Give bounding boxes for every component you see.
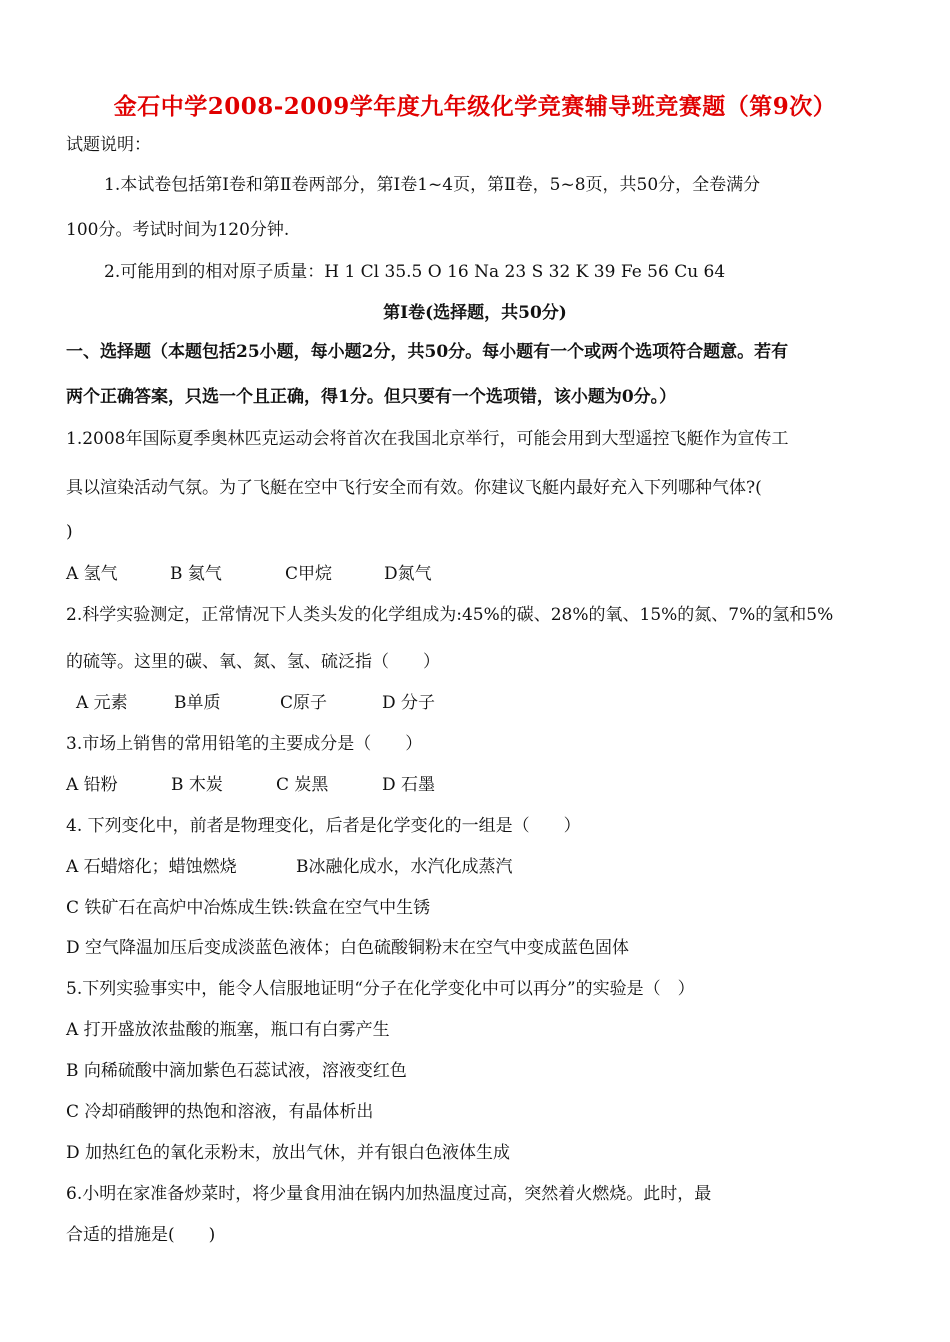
question-6-line-2: 合适的措施是( ) — [66, 1225, 216, 1245]
question-1-option-d: D氮气 — [384, 564, 432, 584]
question-2-option-c: C原子 — [280, 693, 328, 713]
question-3-option-d: D 石墨 — [382, 775, 436, 795]
instruction-item-2: 2.可能用到的相对原子质量：H 1 Cl 35.5 O 16 Na 23 S 32 K 39 Fe 56 Cu 64 — [104, 262, 726, 282]
question-1-option-a: A 氢气 — [66, 564, 118, 584]
question-1-line-1: 1.2008年国际夏季奥林匹克运动会将首次在我国北京举行，可能会用到大型遥控飞艇作为宣传工 — [66, 429, 789, 449]
question-3-option-b: B 木炭 — [171, 775, 223, 795]
question-1-line-3: ) — [66, 522, 73, 542]
question-4-option-d: D 空气降温加压后变成淡蓝色液体；白色硫酸铜粉末在空气中变成蓝色固体 — [66, 938, 630, 958]
question-5-line-1: 5.下列实验事实中，能令人信服地证明“分子在化学变化中可以再分”的实验是（ ） — [66, 979, 695, 999]
question-5-option-b: B 向稀硫酸中滴加紫色石蕊试液，溶液变红色 — [66, 1061, 407, 1081]
question-2-line-2: 的硫等。这里的碳、氧、氮、氢、硫泛指（ ） — [66, 652, 440, 672]
question-4-options-row-1 — [66, 856, 513, 878]
question-1-line-2: 具以渲染活动气氛。为了飞艇在空中飞行安全而有效。你建议飞艇内最好充入下列哪种气体?( — [66, 478, 762, 498]
question-5-option-c: C 冷却硝酸钾的热饱和溶液，有晶体析出 — [66, 1102, 374, 1122]
question-4-option-b: B冰融化成水，水汽化成蒸汽 — [296, 857, 513, 877]
instructions-header: 试题说明： — [66, 135, 151, 155]
section-instructions-line-2: 两个正确答案，只选一个且正确，得1分。但只要有一个选项错，该小题为0分。） — [66, 387, 677, 407]
question-5-option-d: D 加热红色的氧化汞粉末，放出气休，并有银白色液体生成 — [66, 1143, 511, 1163]
question-2-option-b: B单质 — [174, 693, 221, 713]
question-3-option-c: C 炭黑 — [276, 775, 329, 795]
instruction-item-1-line-2: 100分。考试时间为120分钟. — [66, 220, 290, 240]
question-3-options — [66, 774, 435, 796]
instruction-item-1-line-1: 1.本试卷包括第Ⅰ卷和第Ⅱ卷两部分，第Ⅰ卷1~4页，第Ⅱ卷，5~8页，共50分，全卷满分 — [104, 175, 761, 195]
question-4-option-a: A 石蜡熔化；蜡蚀燃烧 — [66, 857, 237, 877]
question-5-option-a: A 打开盛放浓盐酸的瓶塞，瓶口有白雾产生 — [66, 1020, 390, 1040]
question-3-line-1: 3.市场上销售的常用铅笔的主要成分是（ ） — [66, 734, 423, 754]
question-1-options — [66, 563, 432, 585]
question-6-line-1: 6.小明在家准备炒菜时，将少量食用油在锅内加热温度过高，突然着火燃烧。此时，最 — [66, 1184, 712, 1204]
page-title: 金石中学2008-2009学年度九年级化学竞赛辅导班竞赛题（第9次） — [113, 93, 837, 120]
question-1-option-c: C甲烷 — [285, 564, 333, 584]
question-2-options — [76, 692, 435, 714]
question-2-option-a: A 元素 — [76, 693, 128, 713]
section-title: 第Ⅰ卷(选择题，共50分) — [383, 303, 567, 323]
section-instructions-line-1: 一、选择题（本题包括25小题，每小题2分，共50分。每小题有一个或两个选项符合题意。若有 — [66, 342, 789, 362]
question-2-option-d: D 分子 — [382, 693, 436, 713]
question-4-line-1: 4. 下列变化中，前者是物理变化，后者是化学变化的一组是（ ） — [66, 816, 581, 836]
question-4-option-c: C 铁矿石在高炉中冶炼成生铁:铁盒在空气中生锈 — [66, 898, 431, 918]
question-3-option-a: A 铅粉 — [66, 775, 118, 795]
question-1-option-b: B 氦气 — [170, 564, 222, 584]
question-2-line-1: 2.科学实验测定，正常情况下人类头发的化学组成为:45%的碳、28%的氧、15%的氮、7%的氢和5% — [66, 605, 834, 625]
